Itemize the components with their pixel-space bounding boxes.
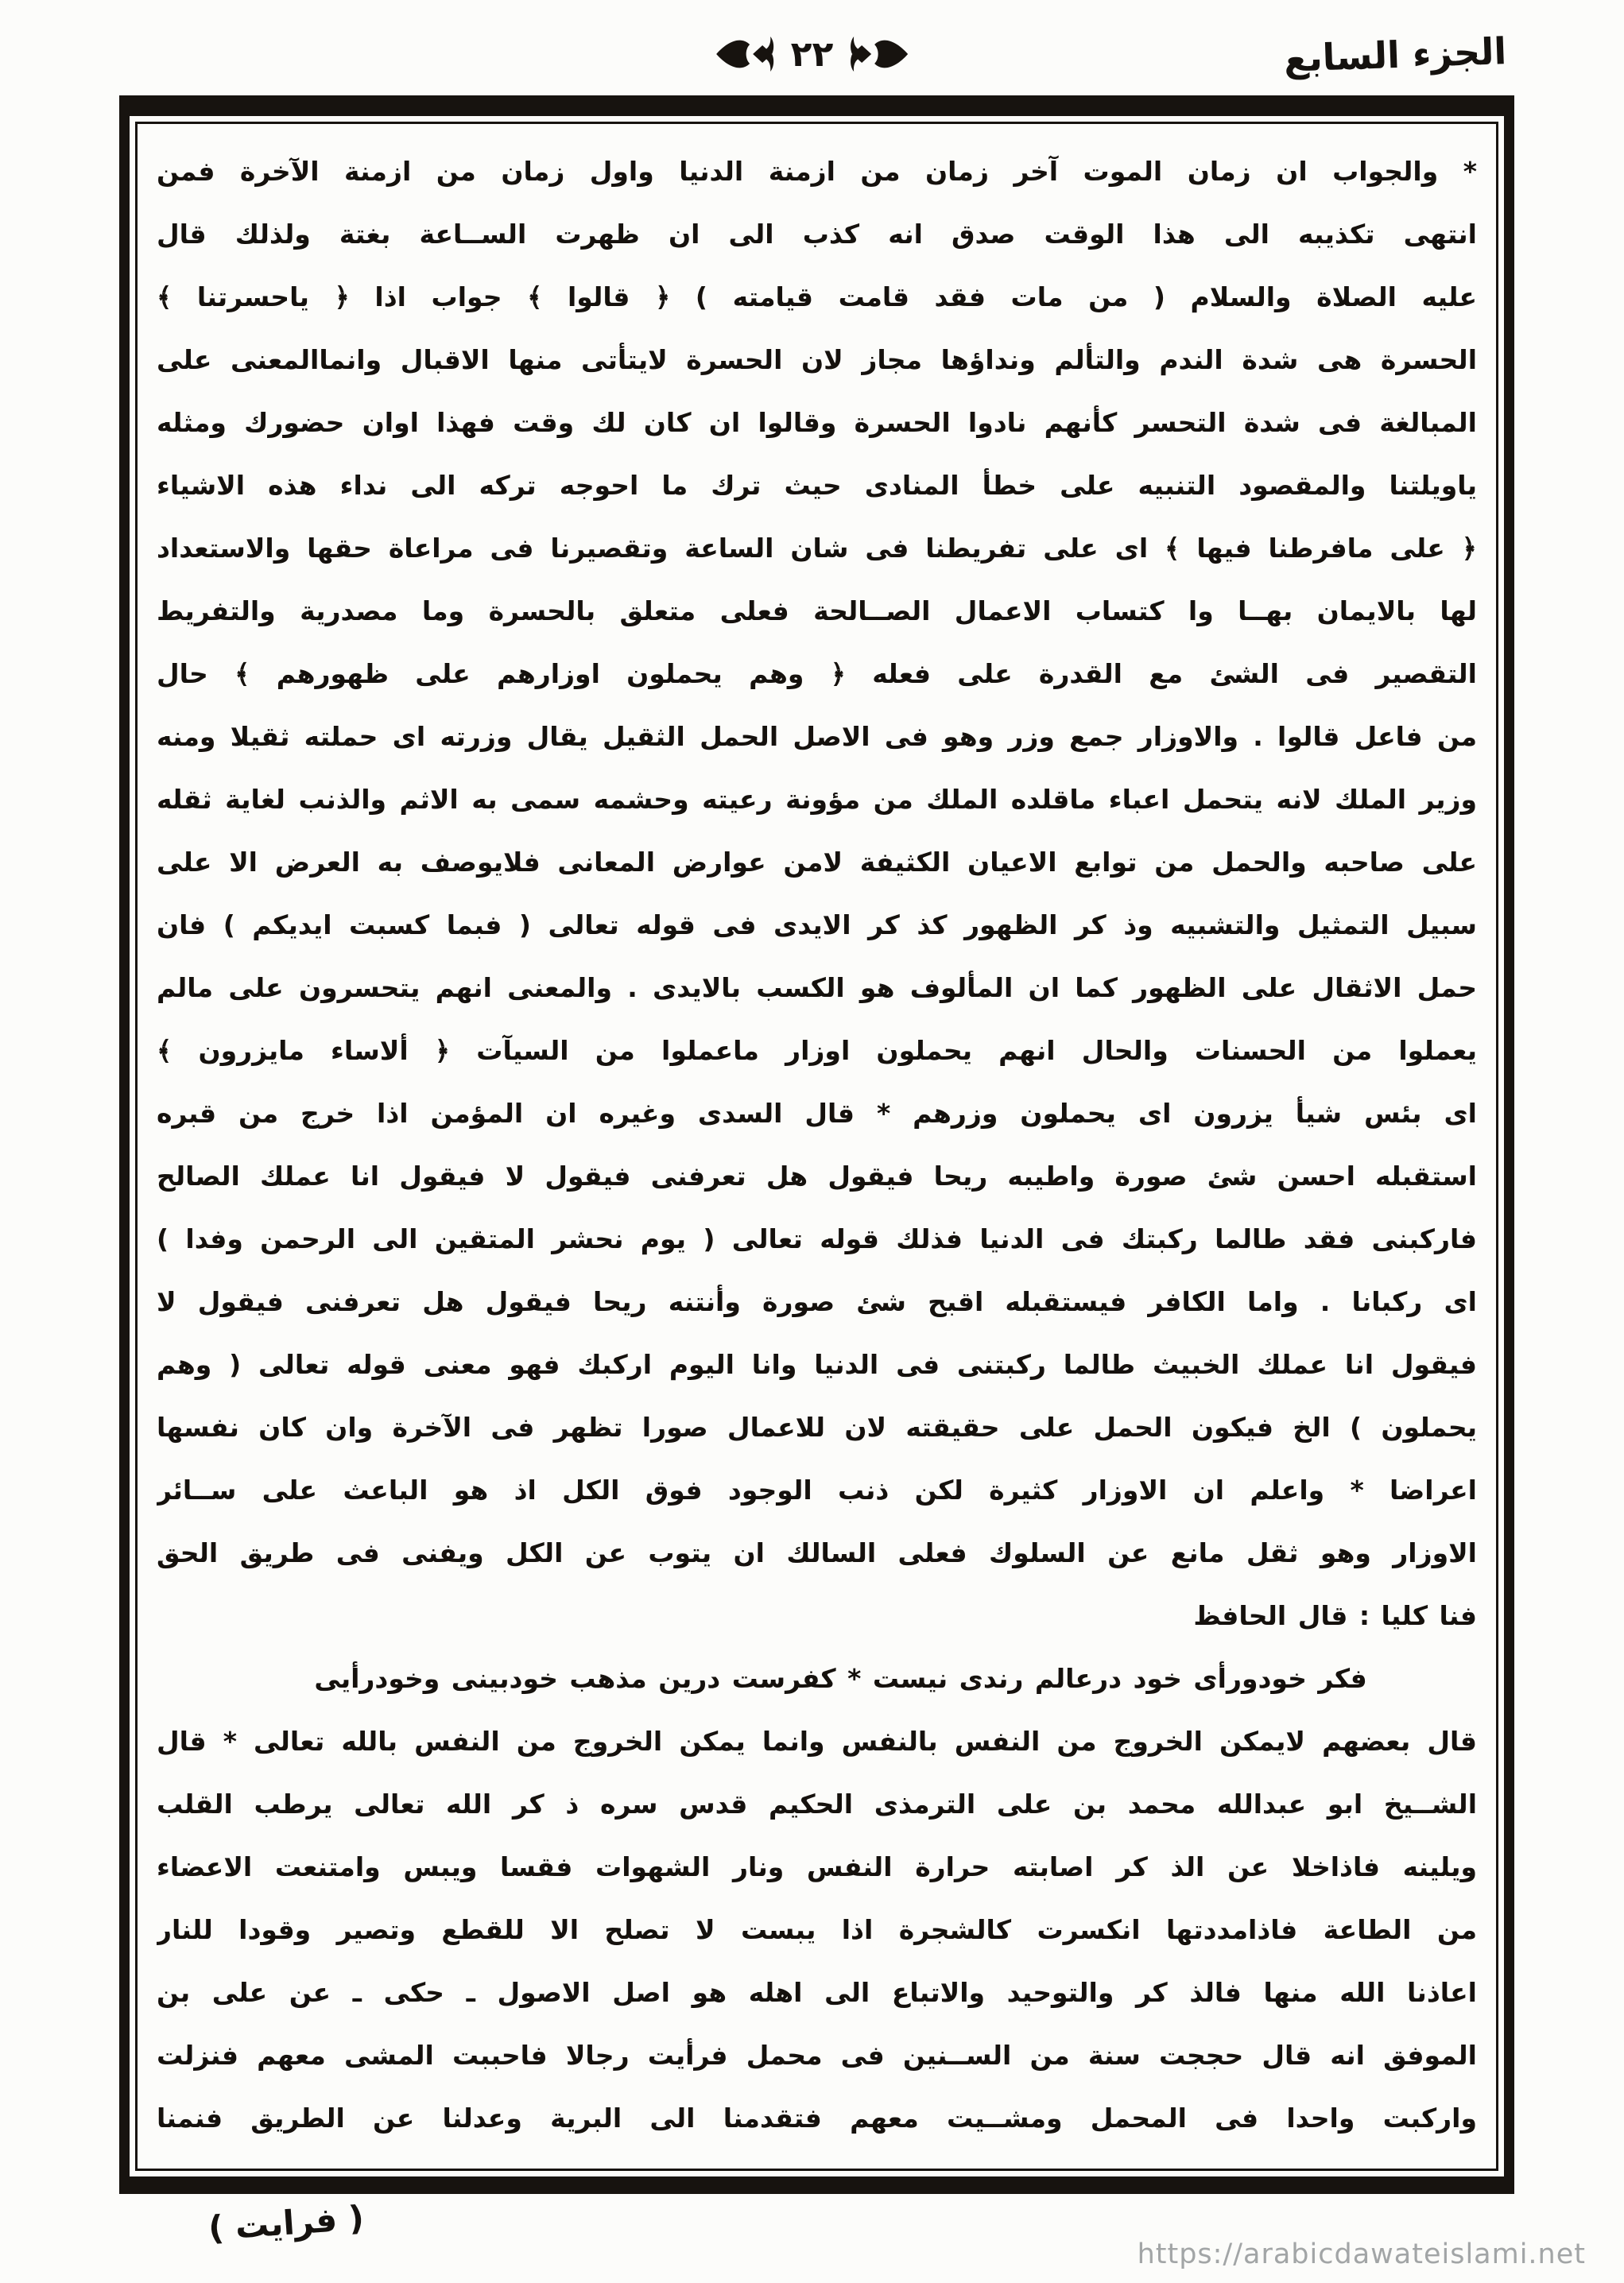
- text-line: وزير الملك لانه يتحمل اعباء ماقلده الملك من مؤونة رعيته وحشمه سمى به الاثم والذنب لغاية ثقله: [157, 784, 1477, 815]
- text-line: الشــيخ ابو عبدالله محمد بن على الترمذى الحكيم قدس سره ذ كر الله تعالى يرطب القلب: [157, 1789, 1477, 1820]
- text-line: سبيل التمثيل والتشبيه وذ كر الظهور كذ كر الايدى فى قوله تعالى ( فبما كسبت ايديكم ) فان: [157, 909, 1477, 940]
- text-line: فيقول انا عملك الخبيث طالما ركبتنى فى الدنيا وانا اليوم اركبك فهو معنى قوله تعالى ( وهم: [157, 1349, 1477, 1380]
- text-line: اى بئس شيأ يزرون اى يحملون وزرهم * قال السدى وغيره ان المؤمن اذا خرج من قبره: [157, 1098, 1477, 1129]
- page-number-ornament: [715, 33, 910, 75]
- text-line: قال بعضهم لايمكن الخروج من النفس بالنفس وانما يمكن الخروج من النفس بالله تعالى * قال: [157, 1726, 1477, 1757]
- text-line: ويلينه فاذاخلا عن الذ كر اصابته حرارة النفس ونار الشهوات فقسا ويبس وامتنعت الاعضاء: [157, 1851, 1477, 1882]
- text-line: واركبت واحدا فى المحمل ومشــيت معهم فتقدمنا الى البرية وعدلنا عن الطريق فنمنا: [157, 2103, 1477, 2134]
- catchword: ( فرايت ): [207, 2198, 366, 2248]
- text-line: اعاذنا الله منها فالذ كر والتوحيد والاتباع الى اهله هو اصل الاصول ـ حكى ـ عن على بن: [157, 1977, 1477, 2008]
- text-line: يعملوا من الحسنات والحال انهم يحملون اوزار ماعملوا من السيآت ﴿ ألاساء مايزرون ﴾: [157, 1035, 1477, 1066]
- text-line: لها بالايمان بهــا وا كتساب الاعمال الصــالحة فعلى متعلق بالحسرة وما مصدرية والتفريط: [157, 595, 1477, 626]
- text-line: من فاعل قالوا . والاوزار جمع وزر وهو فى الاصل الحمل الثقيل يقال وزرته اى حملته ثقيلا ومنه: [157, 721, 1477, 752]
- text-line: التقصير فى الشئ مع القدرة على فعله ﴿ وهم يحملون اوزارهم على ظهورهم ﴾ حال: [157, 658, 1477, 689]
- text-line: الاوزار وهو ثقل مانع عن السلوك فعلى السالك ان يتوب عن الكل ويفنى فى طريق الحق: [157, 1537, 1477, 1568]
- juz-title: الجزء السابع: [1282, 29, 1507, 80]
- text-line: يحملون ) الخ فيكون الحمل على حقيقته لان للاعمال صورا تظهر فى الآخرة وان كان نفسها: [157, 1412, 1477, 1443]
- text-line: ﴿ على مافرطنا فيها ﴾ اى على تفريطنا فى شان الساعة وتقصيرنا فى مراعاة حقها والاستعداد: [157, 533, 1477, 564]
- text-line: انتهى تكذيبه الى هذا الوقت صدق انه كذب الى ان ظهرت الســاعة بغتة ولذلك قال: [157, 219, 1477, 250]
- text-line: المبالغة فى شدة التحسر كأنهم نادوا الحسرة وقالوا ان كان لك وقت فهذا اوان حضورك ومثله: [157, 407, 1477, 438]
- text-line: على صاحبه والحمل من توابع الاعيان الكثيفة لامن عوارض المعانى فلايوصف به العرض الا على: [157, 847, 1477, 878]
- text-line: فنا كليا : قال الحافظ: [1193, 1600, 1477, 1631]
- text-line: فكر خودورأى خود درعالم رندى نيست * كفرست درين مذهب خودبينى وخودرأيى: [314, 1663, 1367, 1694]
- text-line: من الطاعة فاذامددتها انكسرت كالشجرة اذا يبست لا تصلح الا للقطع وتصير وقودا للنار: [157, 1914, 1477, 1945]
- text-line: الحسرة هى شدة الندم والتألم ونداؤها مجاز لان الحسرة لايتأتى منها الاقبال وانماالمعنى على: [157, 344, 1477, 375]
- text-frame-inner-rule: [135, 122, 1498, 2171]
- text-line: فاركبنى فقد طالما ركبتك فى الدنيا فذلك قوله تعالى ( يوم نحشر المتقين الى الرحمن وفدا ): [157, 1223, 1477, 1254]
- page-number: ٢٢: [790, 33, 834, 75]
- text-frame: [119, 95, 1514, 2194]
- text-line: ياويلتنا والمقصود التنبيه على خطأ المنادى حيث ترك ما احوجه تركه الى نداء هذه الاشياء: [157, 470, 1477, 501]
- text-line: اى ركبانا . واما الكافر فيستقبله اقبح شئ صورة وأنتنه ريحا فيقول هل تعرفنى فيقول لا: [157, 1286, 1477, 1317]
- text-line: * والجواب ان زمان الموت آخر زمان من ازمنة الدنيا واول زمان من ازمنة الآخرة فمن: [157, 156, 1477, 187]
- watermark-url: https://arabicdawateislami.net: [1137, 2238, 1586, 2270]
- text-line: عليه الصلاة والسلام ( من مات فقد قامت قيامته ) ﴿ قالوا ﴾ جواب اذا ﴿ ياحسرتنا ﴾: [157, 281, 1477, 312]
- ornament-left-icon: [715, 33, 777, 75]
- text-line: الموفق انه قال حججت سنة من الســنين فى محمل فرأيت رجالا فاحببت المشى معهم فنزلت: [157, 2040, 1477, 2071]
- text-line: استقبله احسن شئ صورة واطيبه ريحا فيقول هل تعرفنى فيقول لا فيقول انا عملك الصالح: [157, 1161, 1477, 1192]
- text-line: حمل الاثقال على الظهور كما ان المألوف هو الكسب بالايدى . والمعنى انهم يتحسرون على مالم: [157, 972, 1477, 1003]
- body-text: [157, 140, 1477, 2149]
- ornament-right-icon: [847, 33, 909, 75]
- text-line: اعراضا * واعلم ان الاوزار كثيرة لكن ذنب الوجود فوق الكل اذ هو الباعث على ســائر: [157, 1475, 1477, 1506]
